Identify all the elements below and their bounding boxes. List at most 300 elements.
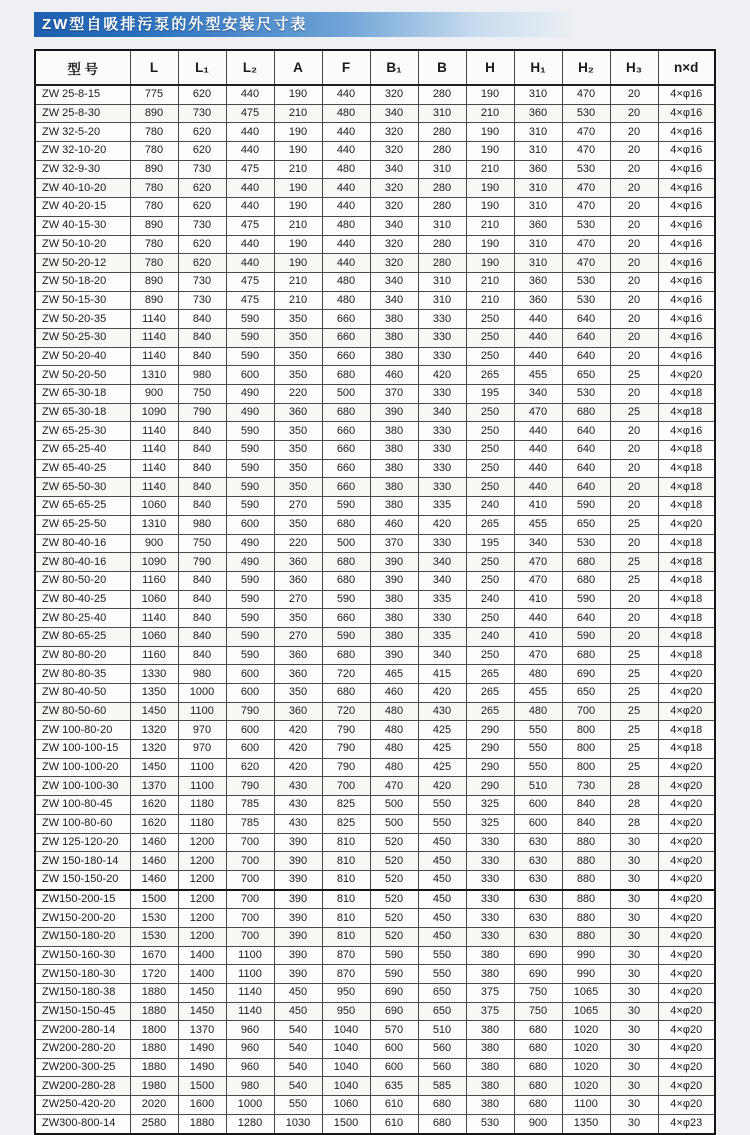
value-cell: 20 (610, 347, 658, 366)
value-cell: 700 (226, 927, 274, 946)
model-cell: ZW 50-15-30 (35, 291, 130, 310)
value-cell: 380 (370, 497, 418, 516)
value-cell: 30 (610, 870, 658, 889)
value-cell: 1140 (130, 422, 178, 441)
value-cell: 810 (322, 833, 370, 852)
value-cell: 220 (274, 534, 322, 553)
value-cell: 810 (322, 852, 370, 871)
value-cell: 30 (610, 890, 658, 909)
value-cell: 270 (274, 627, 322, 646)
value-cell: 970 (178, 721, 226, 740)
value-cell: 480 (322, 272, 370, 291)
value-cell: 330 (466, 870, 514, 889)
value-cell: 1880 (130, 984, 178, 1003)
value-cell: 690 (370, 1002, 418, 1021)
model-cell: ZW 65-50-30 (35, 478, 130, 497)
value-cell: 190 (274, 235, 322, 254)
value-cell: 1060 (130, 497, 178, 516)
value-cell: 970 (178, 740, 226, 759)
value-cell: 310 (418, 104, 466, 123)
value-cell: 590 (226, 609, 274, 628)
value-cell: 380 (466, 965, 514, 984)
value-cell: 4×φ16 (658, 254, 715, 273)
value-cell: 1490 (178, 1058, 226, 1077)
model-cell: ZW 80-25-40 (35, 609, 130, 628)
value-cell: 465 (370, 665, 418, 684)
value-cell: 310 (514, 179, 562, 198)
value-cell: 335 (418, 497, 466, 516)
value-cell: 20 (610, 441, 658, 460)
value-cell: 900 (514, 1114, 562, 1133)
model-cell: ZW 100-100-30 (35, 777, 130, 796)
value-cell: 630 (514, 833, 562, 852)
value-cell: 640 (562, 310, 610, 329)
value-cell: 1980 (130, 1077, 178, 1096)
value-cell: 380 (370, 441, 418, 460)
value-cell: 360 (514, 291, 562, 310)
table-row (35, 665, 715, 684)
model-cell: ZW 40-10-20 (35, 179, 130, 198)
header-row (35, 50, 715, 85)
value-cell: 640 (562, 609, 610, 628)
value-cell: 455 (514, 366, 562, 385)
value-cell: 680 (562, 646, 610, 665)
value-cell: 1370 (130, 777, 178, 796)
value-cell: 640 (562, 478, 610, 497)
value-cell: 900 (130, 385, 178, 404)
value-cell: 880 (562, 927, 610, 946)
model-cell: ZW 80-50-20 (35, 571, 130, 590)
value-cell: 20 (610, 534, 658, 553)
value-cell: 320 (370, 142, 418, 161)
value-cell: 470 (562, 198, 610, 217)
value-cell: 550 (418, 946, 466, 965)
value-cell: 4×φ18 (658, 403, 715, 422)
value-cell: 870 (322, 965, 370, 984)
value-cell: 600 (226, 515, 274, 534)
model-cell: ZW 65-65-25 (35, 497, 130, 516)
value-cell: 720 (322, 665, 370, 684)
value-cell: 4×φ18 (658, 646, 715, 665)
value-cell: 340 (370, 216, 418, 235)
value-cell: 470 (370, 777, 418, 796)
value-cell: 210 (274, 291, 322, 310)
value-cell: 320 (370, 235, 418, 254)
model-cell: ZW 65-25-50 (35, 515, 130, 534)
value-cell: 330 (466, 927, 514, 946)
value-cell: 280 (418, 123, 466, 142)
table-row (35, 366, 715, 385)
value-cell: 440 (514, 478, 562, 497)
value-cell: 1200 (178, 890, 226, 909)
value-cell: 1100 (562, 1096, 610, 1115)
value-cell: 520 (370, 833, 418, 852)
value-cell: 440 (514, 459, 562, 478)
value-cell: 680 (322, 515, 370, 534)
value-cell: 460 (370, 515, 418, 534)
value-cell: 630 (514, 927, 562, 946)
column-header-4: A (274, 50, 322, 85)
value-cell: 370 (370, 534, 418, 553)
value-cell: 600 (226, 665, 274, 684)
value-cell: 730 (178, 104, 226, 123)
value-cell: 340 (514, 385, 562, 404)
value-cell: 28 (610, 777, 658, 796)
value-cell: 500 (322, 534, 370, 553)
table-row (35, 1077, 715, 1096)
value-cell: 4×φ20 (658, 890, 715, 909)
table-row (35, 1040, 715, 1059)
value-cell: 780 (130, 179, 178, 198)
value-cell: 620 (226, 758, 274, 777)
value-cell: 1460 (130, 870, 178, 889)
model-cell: ZW 50-20-50 (35, 366, 130, 385)
value-cell: 4×φ16 (658, 104, 715, 123)
value-cell: 635 (370, 1077, 418, 1096)
value-cell: 750 (514, 1002, 562, 1021)
model-cell: ZW200-280-20 (35, 1040, 130, 1059)
value-cell: 370 (370, 385, 418, 404)
value-cell: 1500 (130, 890, 178, 909)
value-cell: 880 (562, 852, 610, 871)
dimension-table (34, 49, 716, 1135)
column-header-9: H₁ (514, 50, 562, 85)
value-cell: 4×φ18 (658, 590, 715, 609)
value-cell: 410 (514, 497, 562, 516)
value-cell: 680 (514, 1096, 562, 1115)
value-cell: 4×φ20 (658, 833, 715, 852)
value-cell: 840 (178, 422, 226, 441)
value-cell: 20 (610, 235, 658, 254)
value-cell: 190 (274, 85, 322, 104)
model-cell: ZW 80-80-35 (35, 665, 130, 684)
value-cell: 4×φ18 (658, 459, 715, 478)
value-cell: 1310 (130, 515, 178, 534)
value-cell: 270 (274, 590, 322, 609)
value-cell: 590 (226, 571, 274, 590)
value-cell: 590 (322, 497, 370, 516)
model-cell: ZW 40-15-30 (35, 216, 130, 235)
value-cell: 330 (466, 852, 514, 871)
value-cell: 440 (322, 179, 370, 198)
value-cell: 470 (514, 553, 562, 572)
value-cell: 20 (610, 497, 658, 516)
table-row (35, 123, 715, 142)
value-cell: 600 (514, 814, 562, 833)
value-cell: 330 (418, 385, 466, 404)
value-cell: 1040 (322, 1021, 370, 1040)
value-cell: 1100 (178, 702, 226, 721)
model-cell: ZW 80-65-25 (35, 627, 130, 646)
value-cell: 450 (418, 870, 466, 889)
value-cell: 680 (322, 403, 370, 422)
value-cell: 310 (514, 123, 562, 142)
value-cell: 25 (610, 721, 658, 740)
value-cell: 960 (226, 1058, 274, 1077)
value-cell: 20 (610, 478, 658, 497)
value-cell: 290 (466, 777, 514, 796)
value-cell: 590 (226, 627, 274, 646)
value-cell: 620 (178, 85, 226, 104)
value-cell: 30 (610, 909, 658, 928)
value-cell: 30 (610, 1096, 658, 1115)
value-cell: 600 (370, 1058, 418, 1077)
value-cell: 4×φ20 (658, 965, 715, 984)
value-cell: 620 (178, 235, 226, 254)
value-cell: 360 (514, 272, 562, 291)
model-cell: ZW 80-80-20 (35, 646, 130, 665)
value-cell: 420 (418, 366, 466, 385)
value-cell: 660 (322, 310, 370, 329)
value-cell: 480 (322, 216, 370, 235)
value-cell: 390 (274, 870, 322, 889)
value-cell: 195 (466, 385, 514, 404)
value-cell: 840 (178, 347, 226, 366)
value-cell: 420 (418, 684, 466, 703)
value-cell: 440 (322, 85, 370, 104)
model-cell: ZW 65-40-25 (35, 459, 130, 478)
value-cell: 890 (130, 272, 178, 291)
value-cell: 610 (370, 1114, 418, 1133)
table-row (35, 927, 715, 946)
model-cell: ZW150-180-20 (35, 927, 130, 946)
value-cell: 450 (274, 1002, 322, 1021)
model-cell: ZW 80-50-60 (35, 702, 130, 721)
value-cell: 4×φ20 (658, 515, 715, 534)
value-cell: 730 (178, 291, 226, 310)
value-cell: 210 (274, 216, 322, 235)
column-header-0: 型 号 (35, 50, 130, 85)
value-cell: 810 (322, 909, 370, 928)
table-row (35, 478, 715, 497)
value-cell: 210 (274, 272, 322, 291)
value-cell: 280 (418, 235, 466, 254)
value-cell: 360 (274, 646, 322, 665)
value-cell: 4×φ16 (658, 235, 715, 254)
value-cell: 700 (322, 777, 370, 796)
value-cell: 4×φ20 (658, 1096, 715, 1115)
value-cell: 840 (178, 441, 226, 460)
value-cell: 1600 (178, 1096, 226, 1115)
value-cell: 250 (466, 646, 514, 665)
table-row (35, 385, 715, 404)
value-cell: 650 (562, 366, 610, 385)
value-cell: 825 (322, 814, 370, 833)
value-cell: 790 (322, 758, 370, 777)
model-cell: ZW200-280-28 (35, 1077, 130, 1096)
value-cell: 270 (274, 497, 322, 516)
value-cell: 440 (514, 441, 562, 460)
table-row (35, 347, 715, 366)
value-cell: 800 (562, 758, 610, 777)
value-cell: 1060 (322, 1096, 370, 1115)
value-cell: 450 (418, 890, 466, 909)
value-cell: 440 (226, 235, 274, 254)
value-cell: 25 (610, 740, 658, 759)
value-cell: 1720 (130, 965, 178, 984)
value-cell: 380 (466, 1096, 514, 1115)
value-cell: 825 (322, 796, 370, 815)
value-cell: 250 (466, 478, 514, 497)
value-cell: 4×φ16 (658, 291, 715, 310)
value-cell: 490 (226, 385, 274, 404)
value-cell: 510 (514, 777, 562, 796)
value-cell: 25 (610, 646, 658, 665)
value-cell: 1330 (130, 665, 178, 684)
value-cell: 390 (274, 927, 322, 946)
value-cell: 20 (610, 142, 658, 161)
value-cell: 4×φ20 (658, 1040, 715, 1059)
value-cell: 380 (466, 1021, 514, 1040)
model-cell: ZW 50-25-30 (35, 328, 130, 347)
value-cell: 585 (418, 1077, 466, 1096)
value-cell: 470 (514, 646, 562, 665)
value-cell: 430 (418, 702, 466, 721)
value-cell: 1370 (178, 1021, 226, 1040)
value-cell: 350 (274, 366, 322, 385)
value-cell: 490 (226, 534, 274, 553)
value-cell: 335 (418, 590, 466, 609)
value-cell: 4×φ18 (658, 609, 715, 628)
value-cell: 530 (562, 104, 610, 123)
table-row (35, 459, 715, 478)
value-cell: 520 (370, 870, 418, 889)
value-cell: 1020 (562, 1021, 610, 1040)
value-cell: 210 (466, 291, 514, 310)
value-cell: 550 (514, 740, 562, 759)
value-cell: 20 (610, 310, 658, 329)
value-cell: 190 (466, 142, 514, 161)
column-header-5: F (322, 50, 370, 85)
value-cell: 4×φ20 (658, 702, 715, 721)
value-cell: 20 (610, 609, 658, 628)
value-cell: 590 (322, 590, 370, 609)
value-cell: 590 (226, 459, 274, 478)
value-cell: 325 (466, 814, 514, 833)
value-cell: 360 (274, 553, 322, 572)
value-cell: 590 (226, 441, 274, 460)
value-cell: 1040 (322, 1040, 370, 1059)
model-cell: ZW300-800-14 (35, 1114, 130, 1133)
value-cell: 530 (562, 160, 610, 179)
value-cell: 20 (610, 123, 658, 142)
value-cell: 265 (466, 684, 514, 703)
value-cell: 310 (418, 291, 466, 310)
model-cell: ZW 125-120-20 (35, 833, 130, 852)
value-cell: 470 (562, 235, 610, 254)
value-cell: 190 (466, 254, 514, 273)
value-cell: 360 (274, 702, 322, 721)
value-cell: 420 (418, 515, 466, 534)
value-cell: 1000 (178, 684, 226, 703)
value-cell: 20 (610, 291, 658, 310)
model-cell: ZW 100-100-20 (35, 758, 130, 777)
value-cell: 470 (562, 142, 610, 161)
model-cell: ZW250-420-20 (35, 1096, 130, 1115)
value-cell: 785 (226, 796, 274, 815)
column-header-10: H₂ (562, 50, 610, 85)
value-cell: 700 (562, 702, 610, 721)
value-cell: 1030 (274, 1114, 322, 1133)
value-cell: 730 (562, 777, 610, 796)
value-cell: 980 (178, 366, 226, 385)
model-cell: ZW 32-9-30 (35, 160, 130, 179)
value-cell: 690 (514, 965, 562, 984)
table-row (35, 627, 715, 646)
value-cell: 1320 (130, 721, 178, 740)
value-cell: 190 (466, 235, 514, 254)
value-cell: 20 (610, 459, 658, 478)
value-cell: 1140 (130, 441, 178, 460)
value-cell: 30 (610, 1114, 658, 1133)
value-cell: 4×φ20 (658, 684, 715, 703)
model-cell: ZW 150-150-20 (35, 870, 130, 889)
value-cell: 690 (514, 946, 562, 965)
value-cell: 30 (610, 965, 658, 984)
value-cell: 1450 (130, 758, 178, 777)
value-cell: 1100 (178, 777, 226, 796)
value-cell: 310 (514, 254, 562, 273)
value-cell: 650 (418, 984, 466, 1003)
value-cell: 250 (466, 571, 514, 590)
value-cell: 680 (514, 1058, 562, 1077)
model-cell: ZW 32-5-20 (35, 123, 130, 142)
value-cell: 25 (610, 553, 658, 572)
value-cell: 1880 (130, 1002, 178, 1021)
value-cell: 390 (274, 852, 322, 871)
table-row (35, 777, 715, 796)
value-cell: 650 (562, 684, 610, 703)
value-cell: 340 (418, 553, 466, 572)
table-row (35, 272, 715, 291)
table-row (35, 571, 715, 590)
value-cell: 1060 (130, 627, 178, 646)
value-cell: 360 (514, 216, 562, 235)
column-header-7: B (418, 50, 466, 85)
value-cell: 540 (274, 1021, 322, 1040)
model-cell: ZW 50-20-40 (35, 347, 130, 366)
value-cell: 630 (514, 870, 562, 889)
value-cell: 520 (370, 909, 418, 928)
value-cell: 350 (274, 328, 322, 347)
value-cell: 20 (610, 328, 658, 347)
value-cell: 1140 (130, 310, 178, 329)
value-cell: 790 (178, 553, 226, 572)
value-cell: 2020 (130, 1096, 178, 1115)
value-cell: 380 (466, 1077, 514, 1096)
value-cell: 320 (370, 198, 418, 217)
value-cell: 440 (322, 198, 370, 217)
value-cell: 620 (178, 179, 226, 198)
value-cell: 840 (178, 646, 226, 665)
table-row (35, 179, 715, 198)
value-cell: 190 (274, 123, 322, 142)
value-cell: 320 (370, 85, 418, 104)
value-cell: 1100 (226, 946, 274, 965)
value-cell: 340 (418, 646, 466, 665)
value-cell: 490 (226, 553, 274, 572)
value-cell: 890 (130, 104, 178, 123)
value-cell: 730 (178, 216, 226, 235)
value-cell: 1200 (178, 852, 226, 871)
value-cell: 440 (226, 254, 274, 273)
value-cell: 450 (274, 984, 322, 1003)
value-cell: 480 (322, 160, 370, 179)
value-cell: 420 (274, 721, 322, 740)
value-cell: 590 (226, 328, 274, 347)
value-cell: 640 (562, 347, 610, 366)
value-cell: 455 (514, 515, 562, 534)
